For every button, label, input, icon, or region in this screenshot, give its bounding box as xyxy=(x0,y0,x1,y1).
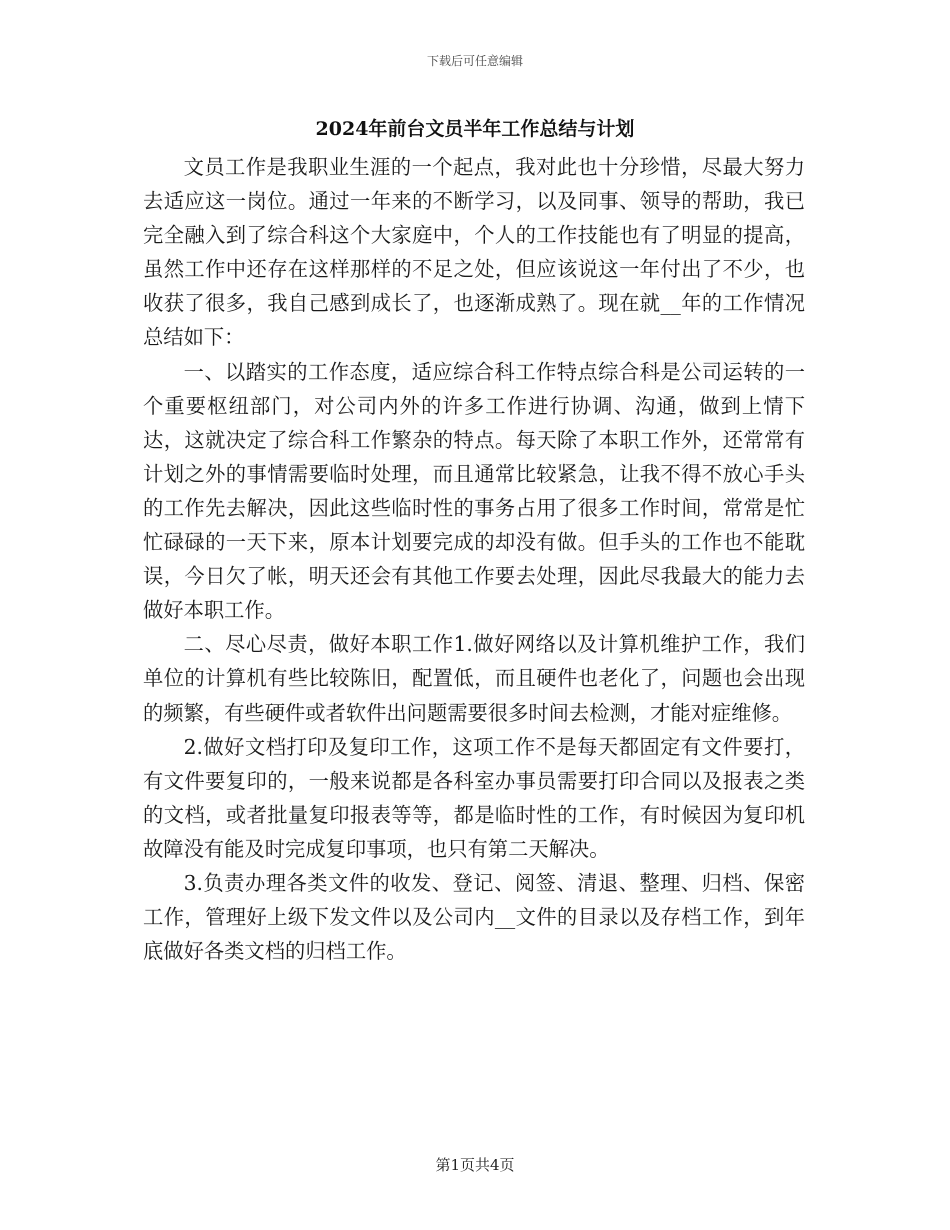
document-body xyxy=(143,150,805,968)
document-title: 2024年前台文员半年工作总结与计划 xyxy=(315,118,635,140)
paragraph-item-2: 2.做好文档打印及复印工作，这项工作不是每天都固定有文件要打，有文件要复印的，一般来说都是各科室办事员需要打印合同以及报表之类的文档，或者批量复印报表等等，都是临时性的工作，有时候因为复印机故障没有能及时完成复印事项，也只有第二天解决。 xyxy=(143,734,805,861)
paragraph-intro: 文员工作是我职业生涯的一个起点，我对此也十分珍惜，尽最大努力去适应这一岗位。通过一年来的不断学习，以及同事、领导的帮助，我已完全融入到了综合科这个大家庭中，个人的工作技能也有了明显的提高，虽然工作中还存在这样那样的不足之处，但应该说这一年付出了不少，也收获了很多，我自己感到成长了，也逐渐成熟了。现在就__年的工作情况总结如下： xyxy=(143,155,805,350)
header-note: 下载后可任意编辑 xyxy=(426,54,523,68)
page-number: 第1页共4页 xyxy=(435,1156,515,1174)
paragraph-section-2: 二、尽心尽责，做好本职工作1.做好网络以及计算机维护工作，我们单位的计算机有些比较陈旧，配置低，而且硬件也老化了，问题也会出现的频繁，有些硬件或者软件出问题需要很多时间去检测，才能对症维修。 xyxy=(143,632,805,725)
paragraph-section-1: 一、以踏实的工作态度，适应综合科工作特点综合科是公司运转的一个重要枢纽部门，对公司内外的许多工作进行协调、沟通，做到上情下达，这就决定了综合科工作繁杂的特点。每天除了本职工作外，还常常有计划之外的事情需要临时处理，而且通常比较紧急，让我不得不放心手头的工作先去解决，因此这些临时性的事务占用了很多工作时间，常常是忙忙碌碌的一天下来，原本计划要完成的却没有做。但手头的工作也不能耽误，今日欠了帐，明天还会有其他工作要去处理，因此尽我最大的能力去做好本职工作。 xyxy=(143,359,805,623)
paragraph-item-3: 3.负责办理各类文件的收发、登记、阅签、清退、整理、归档、保密工作，管理好上级下发文件以及公司内__文件的目录以及存档工作，到年底做好各类文档的归档工作。 xyxy=(143,870,805,964)
